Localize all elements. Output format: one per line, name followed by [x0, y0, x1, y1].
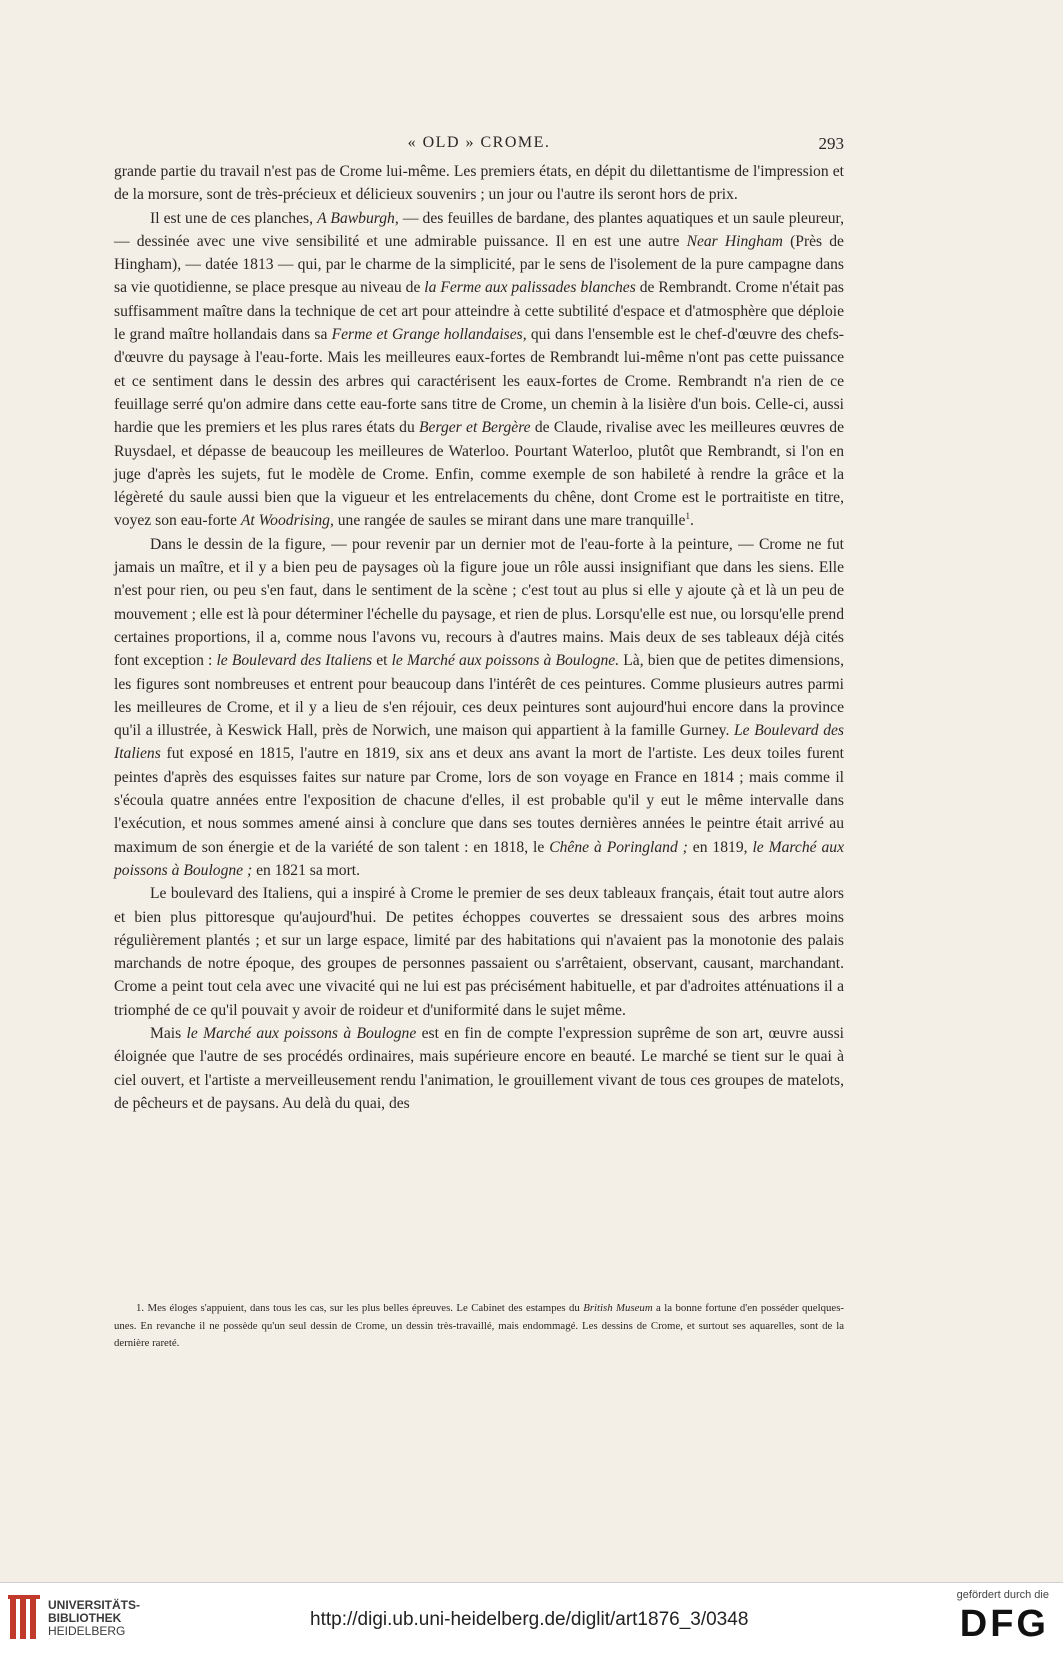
- italic-title: le Marché aux poissons à Boulogne: [186, 1024, 417, 1042]
- text-run: .: [689, 512, 694, 530]
- italic-title: Chêne à Poringland ;: [549, 838, 688, 856]
- italic-title: Berger et Bergère: [419, 419, 531, 437]
- text-run: Là, bien que de petites dimensions, les figures sont nombreuses et entrent pour beaucoup dans l'intérêt de ces peintures. Comme plusieurs autres parmi les meilleures de Crome, et il y a lieu de s'en réjouir, ces deux peintures sont aujourd'hui encore dans la province qu'il a illustrée, à Keswick Hall, près de Norwich, une maison qui appartient à la famille Gurney.: [114, 652, 844, 740]
- text-run: 1. Mes éloges s'appuient, dans tous les cas, sur les plus belles épreuves. Le Cabinet des estampes du: [136, 1302, 584, 1314]
- running-title: « OLD » CROME.: [407, 134, 551, 151]
- viewer-footer: [0, 1582, 1063, 1662]
- italic-title: British Museum: [583, 1302, 653, 1314]
- text-run: en 1819,: [687, 838, 753, 856]
- text-run: — des feuilles de bardane, des plantes aquatiques et un saule pleureur, — dessinée avec une vive sensibilité et une admirable puissance. Il en est une autre: [114, 209, 844, 250]
- text-run: Dans le dessin de la figure, — pour revenir par un dernier mot de l'eau-forte à la peinture, — Crome ne fut jamais un maître, et il y a bien peu de paysages où la figure joue un rôle aussi insignifiant que dans les siens. Elle n'est pour rien, ou peu s'en faut, dans le sentiment de la scène ; c'est tout au plus si elle y ajoute çà et là un peu de mouvement ; elle est là pour déterminer l'échelle du paysage, et rien de plus. Lorsqu'elle est nue, ou lorsqu'elle prend certaines proportions, il a, comme nous l'avons vu, recours à d'autres mains. Mais deux de ses tableaux déjà cités font exception :: [114, 535, 844, 670]
- text-run: de Rembrandt. Crome n'était pas suffisamment maître dans la technique de cet art pour atteindre à cette subtilité d'espace et d'atmosphère que déploie le grand maître hollandais dans sa: [114, 279, 844, 344]
- text-run: Mais: [150, 1024, 187, 1042]
- library-name-line: UNIVERSITÄTS-: [48, 1598, 141, 1612]
- university-seal-icon: [8, 1595, 40, 1643]
- paragraph: [114, 1022, 844, 1115]
- text-run: (Près de Hingham), — datée 1813 — qui, par le charme de la simplicité, par le sens de l'isolement de la pure campagne dans sa vie quotidienne, se place presque au niveau de: [114, 232, 844, 297]
- text-run: Il est une de ces planches,: [150, 209, 318, 227]
- library-name-line: BIBLIOTHEK: [48, 1611, 122, 1625]
- library-name: [48, 1599, 140, 1638]
- text-run: est en fin de compte l'expression suprême de son art, œuvre aussi éloignée que l'autre de ses procédés ordinaires, mais supérieure encore en beauté. Le marché se tient sur le quai à ciel ouvert, et l'artiste a merveilleusement rendu l'animation, le grouillement vivant de tous ces groupes de matelots, de pêcheurs et de paysans. Au delà du quai, des: [114, 1024, 845, 1112]
- italic-title: la Ferme aux palissades blanches: [424, 279, 636, 297]
- italic-title: Ferme et Grange hollandaises,: [331, 326, 527, 344]
- paragraph: [114, 207, 844, 533]
- text-run: a la bonne fortune d'en posséder quelques-unes. En revanche il ne possède qu'un seul dessin de Crome, un dessin très-travaillé, mais endommagé. Les dessins de Crome, et surtout ses aquarelles, sont de la dernière rareté.: [114, 1302, 844, 1349]
- library-name-line: HEIDELBERG: [48, 1624, 126, 1638]
- text-run: et: [372, 652, 392, 670]
- text-run: qui dans l'ensemble est le chef-d'œuvre des chefs-d'œuvre du paysage à l'eau-forte. Mais les meilleures eaux-fortes de Rembrandt lui-même n'ont pas cette puissance et ce sentiment dans le dessin des arbres qui caractérisent les eaux-fortes de Crome. Rembrandt n'a rien de ce feuillage serré qu'on admire dans cette eau-forte sans titre de Crome, un chemin à la lisière d'un bois. Celle-ci, aussi hardie que les premiers et les plus rares états du: [114, 326, 844, 437]
- italic-title: Le Boulevard des Italiens: [114, 722, 844, 763]
- footnote: [114, 1300, 844, 1353]
- text-run: grande partie du travail n'est pas de Crome lui-même. Les premiers états, en dépit du dilettantisme de l'impression et de la morsure, sont de très-précieux et délicieux souvenirs ; un jour ou l'autre ils seront hors de prix.: [114, 163, 844, 204]
- text-run: fut exposé en 1815, l'autre en 1819, six ans et deux ans avant la mort de l'artiste. Les deux toiles furent peintes d'après des esquisses faites sur nature par Crome, lors de son voyage en France en 1814 ; mais comme il s'écoula quatre années entre l'exposition de chacune d'elles, il est probable qu'il y eut le même intervalle dans l'exécution, et nous sommes amené ainsi à conclure que dans ses toutes dernières années le peintre était arrivé au maximum de son énergie et de la variété de son talent : en 1818, le: [114, 745, 844, 856]
- italic-title: Near Hingham: [686, 232, 783, 250]
- dfg-logo: DFG: [959, 1603, 1049, 1645]
- text-run: une rangée de saules se mirant dans une mare tranquille: [333, 512, 686, 530]
- italic-title: le Marché aux poissons à Boulogne.: [391, 652, 620, 670]
- text-run: de Claude, rivalise avec les meilleures œuvres de Ruysdael, et dépasse de beaucoup les meilleures de Waterloo. Pourtant Waterloo, plutôt que Rembrandt, si l'on en juge d'après les sujets, fut le modèle de Crome. Enfin, comme exemple de son habileté à rendre la grâce et la légèreté du saule aussi bien que la vigueur et les entrelacements du chêne, dont Crome est le portraitiste en titre, voyez son eau-forte: [114, 419, 844, 530]
- italic-title: le Marché aux poissons à Boulogne ;: [114, 838, 844, 879]
- text-run: en 1821 sa mort.: [252, 861, 361, 879]
- text-run: Le boulevard des Italiens, qui a inspiré à Crome le premier de ses deux tableaux français, était tout autre alors et bien plus pittoresque qu'aujourd'hui. De petites échoppes couvertes se dressaient sous des arbres moins régulièrement plantés ; et sur un large espace, limité par des habitations qui n'avaient pas la monotonie des palais marchands de notre époque, des groupes de personnes passaient ou s'arrêtaient, observant, causant, marchandant. Crome a peint tout cela avec une vivacité qui ne lui est pas précisément habituelle, et par d'adroites atténuations il a triomphé de ce qu'il pouvait y avoir de roideur et d'uniformité dans le sujet même.: [114, 885, 844, 1019]
- italic-title: A Bawburgh,: [317, 209, 399, 227]
- italic-title: At Woodrising,: [240, 512, 334, 530]
- page-number: 293: [818, 134, 844, 153]
- running-head: [114, 134, 844, 156]
- italic-title: le Boulevard des Italiens: [216, 652, 373, 670]
- paragraph: [114, 882, 844, 1022]
- body-text: [114, 160, 844, 1115]
- paragraph: [114, 160, 844, 207]
- funding-credit: [929, 1589, 1049, 1645]
- footnote-marker: 1: [685, 511, 690, 522]
- permalink-url[interactable]: http://digi.ub.uni-heidelberg.de/diglit/art1876_3/0348: [310, 1609, 749, 1630]
- footnotes: [114, 1300, 844, 1353]
- funding-label: gefördert durch die: [956, 1589, 1049, 1601]
- paragraph: [114, 533, 844, 882]
